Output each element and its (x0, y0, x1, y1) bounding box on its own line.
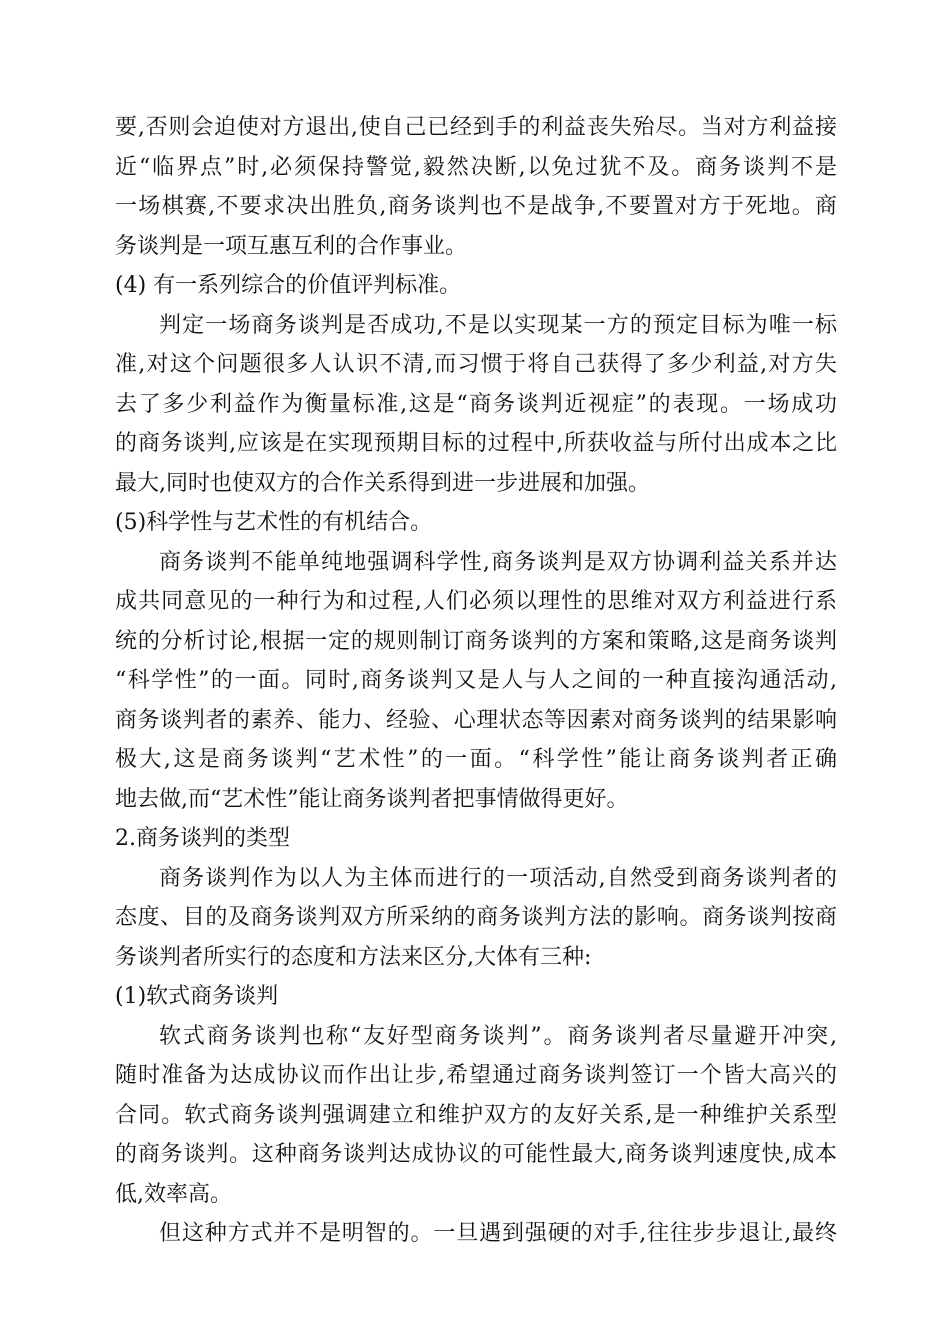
text-line: 商务谈判作为以人为主体而进行的一项活动,自然受到商务谈判者的 (159, 865, 837, 891)
text-line: 合同。软式商务谈判强调建立和维护双方的友好关系,是一种维护关系型 (115, 1102, 837, 1128)
text-line: 的商务谈判,应该是在实现预期目标的过程中,所获收益与所付出成本之比 (115, 431, 837, 456)
text-line: 极大,这是商务谈判“艺术性”的一面。“科学性”能让商务谈判者正确 (115, 747, 837, 772)
text-line: 近“临界点”时,必须保持警觉,毅然决断,以免过犹不及。商务谈判不是 (115, 154, 837, 180)
text-line: 最大,同时也使双方的合作关系得到进一步进展和加强。 (115, 470, 650, 496)
list-heading: (1)软式商务谈判 (115, 984, 279, 1009)
text-line: 去了多少利益作为衡量标准,这是“商务谈判近视症”的表现。一场成功 (115, 391, 837, 417)
list-heading: (4) 有一系列综合的价值评判标准。 (115, 273, 462, 298)
text-line: 地去做,而“艺术性”能让商务谈判者把事情做得更好。 (115, 786, 629, 812)
text-line: 低,效率高。 (115, 1181, 232, 1207)
text-line: 的商务谈判。这种商务谈判达成协议的可能性最大,商务谈判速度快,成本 (115, 1142, 837, 1167)
text-line: 商务谈判者的素养、能力、经验、心理状态等因素对商务谈判的结果影响 (115, 707, 837, 733)
text-line: 成共同意见的一种行为和过程,人们必须以理性的思维对双方利益进行系 (115, 589, 837, 614)
text-line: 商务谈判不能单纯地强调科学性,商务谈判是双方协调利益关系并达 (159, 549, 837, 575)
text-line: 态度、目的及商务谈判双方所采纳的商务谈判方法的影响。商务谈判按商 (115, 905, 837, 930)
text-line: 务谈判者所实行的态度和方法来区分,大体有三种: (115, 944, 592, 970)
list-heading: (5)科学性与艺术性的有机结合。 (115, 510, 433, 535)
text-line: 一场棋赛,不要求决出胜负,商务谈判也不是战争,不要置对方于死地。商 (115, 194, 837, 219)
text-line: 软式商务谈判也称“友好型商务谈判”。商务谈判者尽量避开冲突, (159, 1023, 837, 1049)
text-line: 务谈判是一项互惠互利的合作事业。 (115, 233, 468, 259)
text-line: 要,否则会迫使对方退出,使自己已经到手的利益丧失殆尽。当对方利益接 (115, 115, 837, 140)
section-heading: 2.商务谈判的类型 (115, 826, 290, 851)
text-line: 随时准备为达成协议而作出让步,希望通过商务谈判签订一个皆大高兴的 (115, 1063, 837, 1088)
document-body (115, 108, 837, 1254)
text-line: 判定一场商务谈判是否成功,不是以实现某一方的预定目标为唯一标 (159, 312, 837, 338)
text-line: “科学性”的一面。同时,商务谈判又是人与人之间的一种直接沟通活动, (115, 668, 837, 693)
text-line: 但这种方式并不是明智的。一旦遇到强硬的对手,往往步步退让,最终 (159, 1221, 837, 1246)
text-line: 准,对这个问题很多人认识不清,而习惯于将自己获得了多少利益,对方失 (115, 352, 837, 377)
text-line: 统的分析讨论,根据一定的规则制订商务谈判的方案和策略,这是商务谈判 (115, 628, 837, 654)
